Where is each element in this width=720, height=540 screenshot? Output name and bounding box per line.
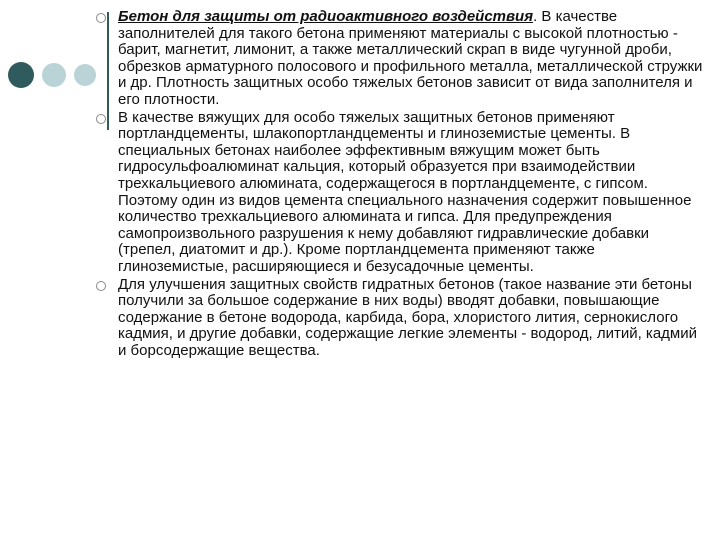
decorative-dots [8,62,104,88]
bullet-icon [96,114,106,124]
paragraph-text: В качестве вяжущих для особо тяжелых защитных бетонов применяют портландцементы, шлакопортландцементы и глиноземистые цементы. В специальных бетонах наиболее эффективным вяжущим может быть гидросульфоалюминат кальция, который образуется при взаимодействии трехкальциевого алюмината, содержащегося в портландцементе, с гипсом. Поэтому один из видов цемента специального назначения содержит повышенное количество трехкальциевого алюмината и гипса. Для предупреждения самопроизвольного разрушения к нему добавляют гидравлические добавки (трепел, диатомит и др.). Кроме портландцемента применяют также глиноземистые, расширяющиеся и безусадочные цементы. [118,108,692,275]
bullet-item [96,110,708,276]
dark-dot [8,62,34,88]
paragraph-text: . В качестве заполнителей для такого бетона применяют материалы с высокой плотностью - барит, магнетит, лимонит, а также металлический скрап в виде чугунной дроби, обрезков арматурного полосового и профильного металла, металлической стружки и др. Плотность защитных особо тяжелых бетонов зависит от вида заполнителя и его плотности. [118,8,703,108]
bullet-item [96,9,708,109]
section-heading: Бетон для защиты от радиоактивного воздействия [118,8,534,25]
light-dot [42,63,66,87]
light-dot [74,64,96,86]
paragraph-text: Для улучшения защитных свойств гидратных бетонов (такое название эти бетоны получили за большое содержание в них воды) вводят добавки, повышающие содержание в бетоне водорода, карбида, бора, хлористого лития, сернокислого кадмия, и другие добавки, содержащие легкие элементы - водород, литий, кадмий и борсодержащие вещества. [118,275,697,359]
slide-content [96,9,708,360]
bullet-item [96,277,708,360]
bullet-icon [96,281,106,291]
bullet-icon [96,13,106,23]
